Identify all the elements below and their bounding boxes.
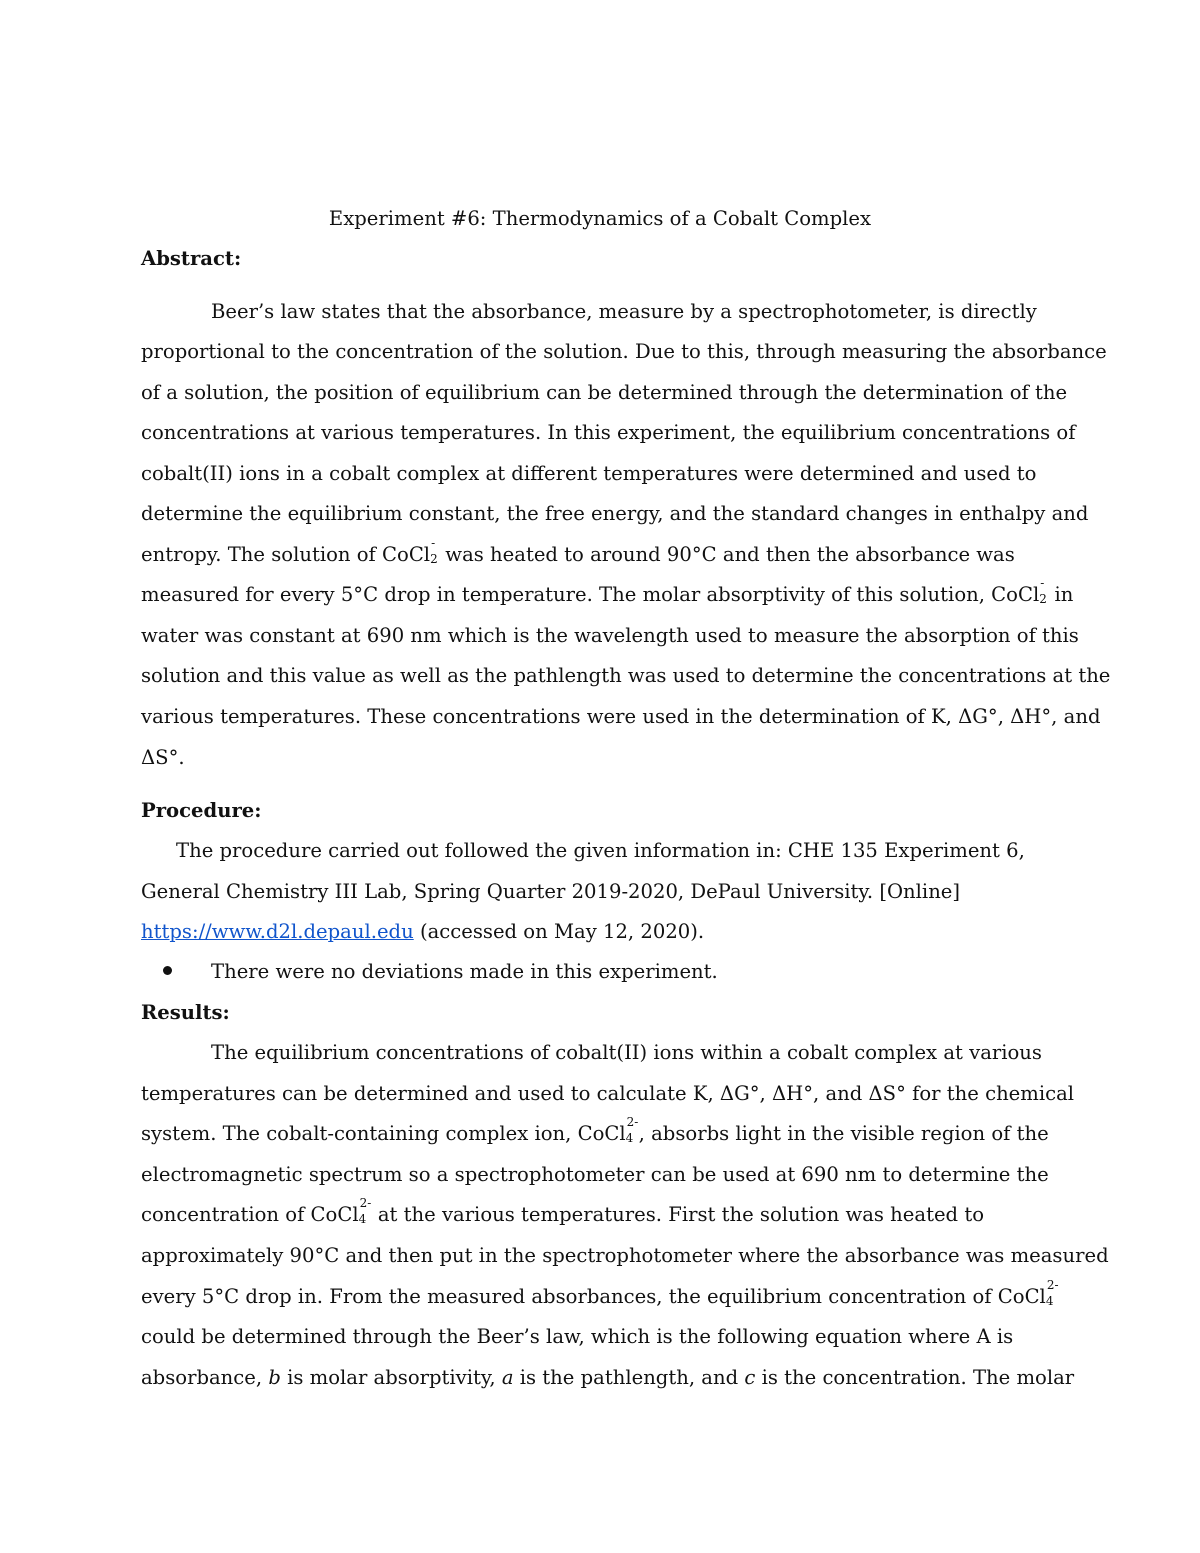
text-segment: is molar absorptivity, xyxy=(280,1366,502,1389)
text-segment: was heated to around 90°C and then the absorbance was xyxy=(439,543,1015,566)
subscript: 2 xyxy=(1039,592,1047,606)
text-segment: system. The cobalt-containing complex ion, CoCl xyxy=(141,1122,626,1145)
results-line: approximately 90°C and then put in the spectrophotometer where the absorbance was measured xyxy=(141,1244,1109,1267)
text-segment: every 5°C drop in. From the measured absorbances, the equilibrium concentration of CoCl xyxy=(141,1285,1046,1308)
procedure-line: The procedure carried out followed the given information in: CHE 135 Experiment 6, xyxy=(176,839,1025,862)
results-line: electromagnetic spectrum so a spectrophotometer can be used at 690 nm to determine the xyxy=(141,1163,1049,1186)
variable-b: b xyxy=(268,1366,281,1389)
procedure-line: General Chemistry III Lab, Spring Quarter 2019-2020, DePaul University. [Online] xyxy=(141,880,961,903)
superscript: 2- xyxy=(626,1115,639,1129)
results-line: temperatures can be determined and used to calculate K, ΔG°, ΔH°, and ΔS° for the chemical xyxy=(141,1082,1075,1105)
abstract-line: ΔS°. xyxy=(141,746,185,769)
sub-sup-group xyxy=(625,1115,639,1145)
results-heading: Results: xyxy=(141,1001,230,1024)
sub-sup-group xyxy=(430,536,439,566)
abstract-line: various temperatures. These concentrations were used in the determination of K, ΔG°, ΔH°, and xyxy=(141,705,1101,728)
abstract-line: cobalt(II) ions in a cobalt complex at different temperatures were determined and used to xyxy=(141,462,1037,485)
abstract-line: determine the equilibrium constant, the free energy, and the standard changes in enthalpy and xyxy=(141,502,1089,525)
subscript: 4 xyxy=(625,1131,634,1145)
text-segment: is the pathlength, and xyxy=(513,1366,745,1389)
procedure-bullet-item: There were no deviations made in this experiment. xyxy=(211,960,718,983)
superscript: - xyxy=(431,536,436,550)
sub-sup-group xyxy=(358,1196,372,1226)
text-segment: (accessed on May 12, 2020). xyxy=(413,920,705,943)
subscript: 2 xyxy=(430,552,438,566)
sub-sup-group xyxy=(1045,1278,1059,1308)
procedure-line xyxy=(141,920,704,944)
superscript: 2- xyxy=(359,1196,372,1210)
text-segment: entropy. The solution of CoCl xyxy=(141,543,431,566)
abstract-line xyxy=(141,576,1074,607)
results-line xyxy=(141,1196,984,1227)
text-segment: concentration of CoCl xyxy=(141,1203,359,1226)
sub-sup-group xyxy=(1039,576,1048,606)
text-segment: , absorbs light in the visible region of the xyxy=(638,1122,1049,1145)
superscript: 2- xyxy=(1046,1278,1059,1292)
text-segment: measured for every 5°C drop in temperature. The molar absorptivity of this solution, CoCl xyxy=(141,583,1040,606)
results-line xyxy=(141,1366,1074,1390)
subscript: 4 xyxy=(1045,1294,1054,1308)
abstract-line: Beer’s law states that the absorbance, measure by a spectrophotometer, is directly xyxy=(211,300,1037,323)
results-line xyxy=(141,1115,1049,1146)
results-line: could be determined through the Beer’s law, which is the following equation where A is xyxy=(141,1325,1014,1348)
abstract-line: solution and this value as well as the pathlength was used to determine the concentrations at the xyxy=(141,664,1111,687)
abstract-heading: Abstract: xyxy=(141,247,242,270)
text-segment: at the various temperatures. First the solution was heated to xyxy=(371,1203,984,1226)
variable-a: a xyxy=(501,1366,514,1389)
abstract-line: concentrations at various temperatures. In this experiment, the equilibrium concentrations of xyxy=(141,421,1076,444)
procedure-heading: Procedure: xyxy=(141,799,262,822)
results-line xyxy=(141,1278,1059,1309)
text-segment: in xyxy=(1048,583,1074,606)
results-line: The equilibrium concentrations of cobalt(II) ions within a cobalt complex at various xyxy=(211,1041,1042,1064)
abstract-line xyxy=(141,536,1015,567)
source-link[interactable]: https://www.d2l.depaul.edu xyxy=(141,920,414,943)
abstract-line: of a solution, the position of equilibrium can be determined through the determination of the xyxy=(141,381,1068,404)
bullet-icon xyxy=(163,966,172,975)
superscript: - xyxy=(1040,576,1045,590)
abstract-line: proportional to the concentration of the solution. Due to this, through measuring the absorbance xyxy=(141,340,1107,363)
subscript: 4 xyxy=(358,1212,367,1226)
variable-c: c xyxy=(744,1366,756,1389)
text-segment: is the concentration. The molar xyxy=(755,1366,1075,1389)
text-segment: absorbance, xyxy=(141,1366,269,1389)
document-title: Experiment #6: Thermodynamics of a Cobalt Complex xyxy=(328,207,872,230)
abstract-line: water was constant at 690 nm which is the wavelength used to measure the absorption of this xyxy=(141,624,1079,647)
